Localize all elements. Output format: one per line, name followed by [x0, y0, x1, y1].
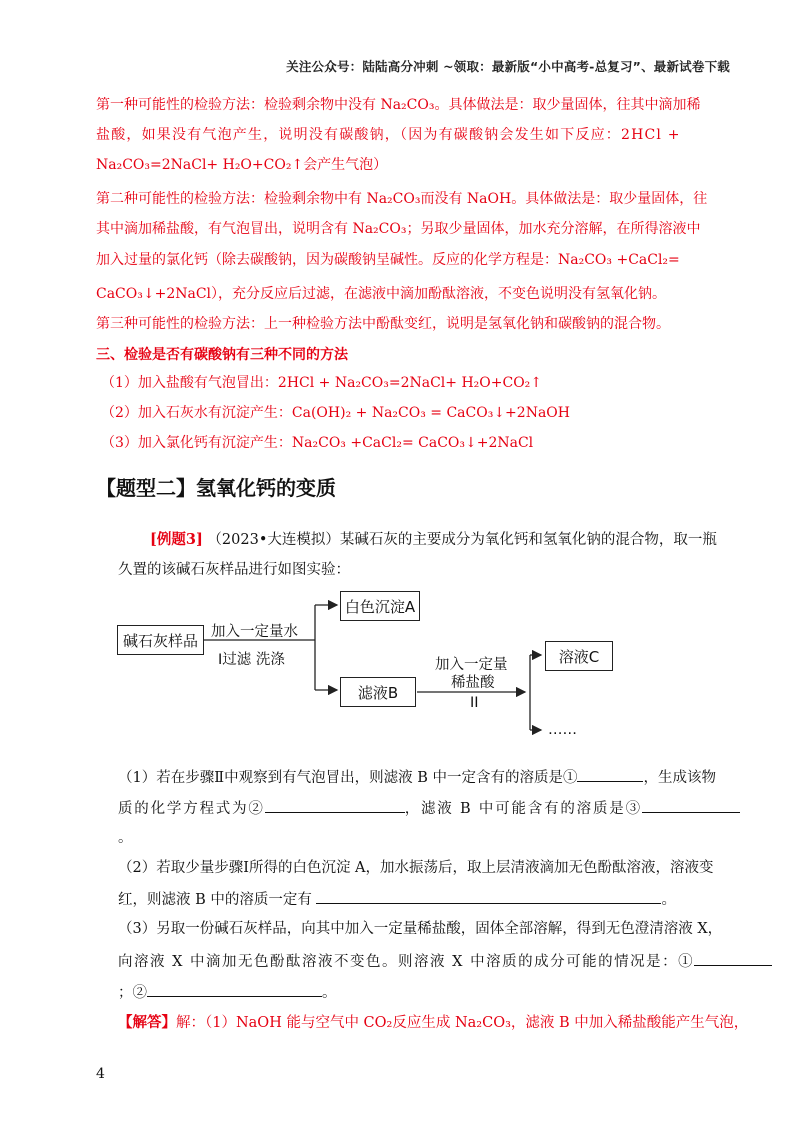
example-tag: [例题3]	[150, 531, 203, 548]
q3-text-d: 。	[322, 985, 337, 1001]
sample-box: 碱石灰样品	[117, 625, 204, 655]
step1-top-label: 加入一定量水	[211, 624, 298, 640]
answer-tag: 【解答】	[118, 1014, 176, 1031]
answer-blank-3-2[interactable]	[147, 982, 322, 997]
q3-text-c: ；②	[118, 985, 147, 1001]
step2-bottom-label: II	[470, 695, 479, 711]
question-1-line-2	[118, 798, 740, 819]
q2-text-c: 。	[661, 892, 676, 908]
method-2: （2）加入石灰水有沉淀产生：Ca(OH)₂ + Na₂CO₃ = CaCO₃↓+2NaOH	[101, 405, 570, 421]
step1-bottom-label: I过滤 洗涤	[218, 652, 285, 668]
answer-text: 解：（1）NaOH 能与空气中 CO₂反应生成 Na₂CO₃，滤液 B 中加入稀盐酸能产生气泡，	[176, 1015, 749, 1031]
step2-top-label-2: 稀盐酸	[451, 675, 495, 691]
white-precipitate-box: 白色沉淀A	[340, 591, 420, 621]
answer-line	[118, 1013, 748, 1033]
answer-blank-2[interactable]	[316, 889, 661, 904]
filtrate-box: 滤液B	[340, 677, 416, 707]
question-3-line-1: （3）另取一份碱石灰样品，向其中加入一定量稀盐酸，固体全部溶解，得到无色澄清溶液 X，	[118, 921, 723, 937]
q1-text-b: ，生成该物	[643, 770, 716, 786]
q2-text-b: 红，则滤液 B 中的溶质一定有	[118, 892, 312, 908]
step2-top-label-1: 加入一定量	[435, 657, 508, 673]
section-title: 【题型二】氢氧化钙的变质	[96, 476, 336, 500]
q1-text-c: 质的化学方程式为②	[118, 801, 265, 817]
example-text-1: （2023•大连模拟）某碱石灰的主要成分为氧化钙和氢氧化钠的混合物，取一瓶	[207, 532, 717, 548]
red-line-7: CaCO₃↓+2NaCl），充分反应后过滤，在滤液中滴加酚酞溶液，不变色说明没有氢氧化钠。	[96, 286, 667, 302]
red-line-3: Na₂CO₃=2NaCl+ H₂O+CO₂↑会产生气泡）	[96, 157, 388, 173]
question-3-line-3	[118, 982, 337, 1003]
page-header: 关注公众号：陆陆高分冲刺 ~领取：最新版“小中高考-总复习”、最新试卷下载	[286, 59, 730, 74]
answer-blank-3-1[interactable]	[694, 951, 772, 966]
page-number: 4	[96, 1066, 105, 1082]
red-line-8: 第三种可能性的检验方法：上一种检验方法中酚酞变红，说明是氢氧化钠和碳酸钠的混合物。	[96, 316, 670, 332]
answer-blank-1-3[interactable]	[642, 798, 740, 813]
heading-3: 三、检验是否有碳酸钠有三种不同的方法	[96, 347, 348, 363]
solution-c-box: 溶液C	[545, 641, 613, 671]
q1-text-d: ，滤液 B 中可能含有的溶质是③	[404, 801, 642, 817]
red-line-5: 其中滴加稀盐酸，有气泡冒出，说明含有 Na₂CO₃；另取少量固体，加水充分溶解，在所得溶液中	[96, 221, 701, 237]
question-1-line-1	[118, 767, 716, 788]
question-2-line-2	[118, 889, 676, 910]
ellipsis-label: ……	[548, 722, 577, 738]
example-line-2: 久置的该碱石灰样品进行如图实验：	[118, 562, 350, 578]
q1-text-a: （1）若在步骤Ⅱ中观察到有气泡冒出，则滤液 B 中一定含有的溶质是①	[118, 770, 578, 786]
method-1: （1）加入盐酸有气泡冒出：2HCl + Na₂CO₃=2NaCl+ H₂O+CO₂↑	[101, 375, 543, 391]
question-1-line-3: 。	[118, 830, 133, 846]
example-line-1	[150, 530, 717, 550]
method-3: （3）加入氯化钙有沉淀产生：Na₂CO₃ +CaCl₂= CaCO₃↓+2NaCl	[101, 435, 534, 451]
red-line-2: 盐酸，如果没有气泡产生，说明没有碳酸钠，（因为有碳酸钠会发生如下反应：2HCl +	[96, 127, 681, 143]
answer-blank-1-1[interactable]	[577, 767, 643, 782]
red-line-6: 加入过量的氯化钙（除去碳酸钠，因为碳酸钠呈碱性。反应的化学方程是：Na₂CO₃ +CaCl₂=	[96, 252, 680, 268]
q3-text-b: 向溶液 X 中滴加无色酚酞溶液不变色。则溶液 X 中溶质的成分可能的情况是：①	[118, 954, 695, 970]
red-line-1: 第一种可能性的检验方法：检验剩余物中没有 Na₂CO₃。具体做法是：取少量固体，往其中滴加稀	[96, 97, 701, 113]
red-line-4: 第二种可能性的检验方法：检验剩余物中有 Na₂CO₃而没有 NaOH。具体做法是：取少量固体，往	[96, 191, 708, 207]
answer-blank-1-2[interactable]	[265, 798, 405, 813]
question-3-line-2	[118, 951, 772, 972]
question-2-line-1: （2）若取少量步骤Ⅰ所得的白色沉淀 A，加水振荡后，取上层清液滴加无色酚酞溶液，溶液变	[118, 860, 714, 876]
